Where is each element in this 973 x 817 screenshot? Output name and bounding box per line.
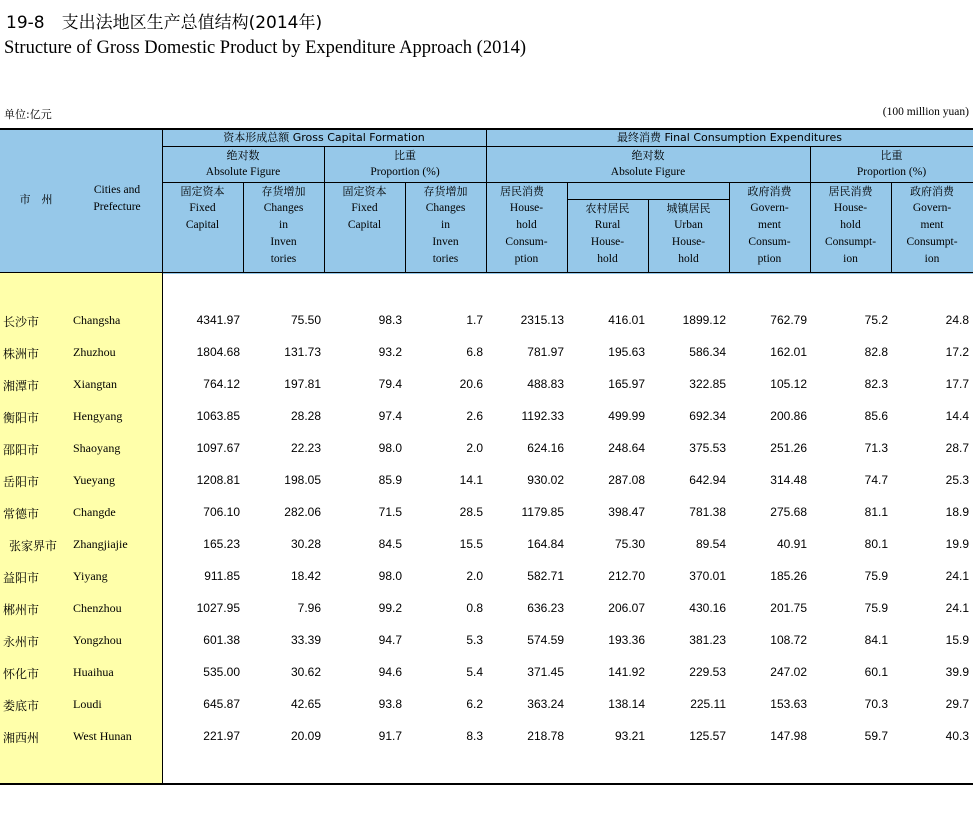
table-cell: 586.34 [689, 345, 726, 359]
table-cell: 2.0 [466, 441, 483, 455]
table-cell: 282.06 [284, 505, 321, 519]
table-cell: 131.73 [284, 345, 321, 359]
table-cell: 24.8 [945, 313, 969, 327]
table-cell: 636.23 [527, 601, 564, 615]
table-cell: 764.12 [203, 377, 240, 391]
table-cell: 24.1 [945, 601, 969, 615]
city-name-english: Huaihua [73, 665, 114, 679]
table-cell: 108.72 [770, 633, 807, 647]
table-cell: 18.9 [945, 505, 969, 519]
city-name-chinese: 常德市 [3, 507, 40, 521]
table-cell: 28.28 [290, 409, 321, 423]
header-fce-absolute: 绝对数 Absolute Figure [610, 149, 686, 178]
table-cell: 1097.67 [196, 441, 240, 455]
city-name-chinese: 长沙市 [3, 315, 40, 329]
table-cell: 251.26 [770, 441, 807, 455]
table-cell: 82.8 [864, 345, 888, 359]
table-cell: 197.81 [284, 377, 321, 391]
table-cell: 218.78 [527, 729, 564, 743]
table-cell: 5.3 [466, 633, 483, 647]
city-name-chinese: 郴州市 [3, 603, 40, 617]
table-cell: 1027.95 [196, 601, 240, 615]
table-cell: 84.5 [378, 537, 402, 551]
table-cell: 15.9 [945, 633, 969, 647]
table-cell: 911.85 [204, 569, 240, 583]
title-english: Structure of Gross Domestic Product by Expenditure Approach (2014) [4, 38, 527, 58]
table-cell: 147.98 [770, 729, 807, 743]
unit-label-english: (100 million yuan) [882, 106, 969, 118]
header-subcolumn: 存货增加 Changes in Inven tories [261, 185, 306, 265]
table-cell: 80.1 [864, 537, 888, 551]
table-cell: 30.28 [290, 537, 321, 551]
table-cell: 1804.68 [196, 345, 240, 359]
table-cell: 7.96 [297, 601, 321, 615]
city-name-english: Changsha [73, 313, 121, 327]
table-cell: 781.38 [689, 505, 726, 519]
table-cell: 1899.12 [682, 313, 726, 327]
table-cell: 582.71 [527, 569, 564, 583]
table-cell: 17.2 [945, 345, 969, 359]
table-cell: 165.97 [608, 377, 645, 391]
table-cell: 165.23 [203, 537, 240, 551]
city-name-english: Xiangtan [73, 377, 117, 391]
table-cell: 59.7 [864, 729, 888, 743]
city-name-chinese: 湘潭市 [3, 379, 40, 393]
table-cell: 2.6 [466, 409, 483, 423]
table-cell: 40.91 [776, 537, 807, 551]
header-city-english: Cities and Prefecture [93, 184, 141, 213]
table-cell: 93.8 [378, 697, 402, 711]
table-cell: 212.70 [608, 569, 645, 583]
city-name-english: Shaoyang [73, 441, 121, 455]
table-cell: 198.05 [284, 473, 321, 487]
table-cell: 2.0 [466, 569, 483, 583]
table-cell: 141.92 [608, 665, 645, 679]
table-cell: 430.16 [689, 601, 726, 615]
city-name-english: Zhuzhou [73, 345, 116, 359]
header-gcf-absolute: 绝对数 Absolute Figure [205, 149, 281, 178]
table-cell: 645.87 [203, 697, 240, 711]
table-cell: 762.79 [770, 313, 807, 327]
table-cell: 20.09 [290, 729, 321, 743]
table-cell: 1208.81 [196, 473, 240, 487]
table-cell: 33.39 [290, 633, 321, 647]
table-cell: 42.65 [290, 697, 321, 711]
table-cell: 229.53 [689, 665, 726, 679]
table-cell: 15.5 [459, 537, 483, 551]
table-cell: 17.7 [945, 377, 969, 391]
city-name-english: Yueyang [73, 473, 115, 487]
table-cell: 97.4 [378, 409, 402, 423]
table-cell: 98.3 [378, 313, 402, 327]
table-cell: 82.3 [864, 377, 888, 391]
table-cell: 94.6 [378, 665, 402, 679]
table-cell: 1179.85 [521, 505, 564, 519]
city-name-chinese: 衡阳市 [3, 411, 40, 425]
city-name-english: Chenzhou [73, 601, 122, 615]
table-cell: 322.85 [689, 377, 726, 391]
header-gross-capital-formation: 资本形成总额 Gross Capital Formation [223, 131, 425, 144]
city-name-english: Hengyang [73, 409, 123, 423]
table-cell: 75.30 [614, 537, 645, 551]
table-cell: 2315.13 [520, 313, 564, 327]
header-subcolumn: 政府消费 Govern- ment Consumpt- ion [906, 185, 958, 265]
table-cell: 535.00 [203, 665, 240, 679]
table-cell: 4341.97 [196, 313, 240, 327]
city-name-english: Yiyang [73, 569, 108, 583]
table-cell: 706.10 [203, 505, 240, 519]
table-cell: 28.5 [459, 505, 483, 519]
table-cell: 6.2 [466, 697, 483, 711]
table-cell: 85.6 [864, 409, 888, 423]
city-name-chinese: 永州市 [3, 635, 40, 649]
table-cell: 370.01 [689, 569, 726, 583]
table-cell: 93.2 [378, 345, 402, 359]
title-chinese: 19-8 支出法地区生产总值结构(2014年) [6, 13, 323, 33]
table-cell: 221.97 [203, 729, 240, 743]
table-cell: 98.0 [378, 569, 402, 583]
table-cell: 225.11 [690, 697, 726, 711]
table-cell: 71.5 [378, 505, 402, 519]
table-cell: 70.3 [864, 697, 888, 711]
city-name-chinese: 益阳市 [3, 571, 40, 585]
table-cell: 1063.85 [196, 409, 240, 423]
city-name-chinese: 怀化市 [3, 667, 40, 681]
header-subcolumn: 存货增加 Changes in Inven tories [423, 185, 468, 265]
header-bottom-rule [0, 272, 973, 273]
table-cell: 642.94 [689, 473, 726, 487]
city-name-english: Yongzhou [73, 633, 122, 647]
table-cell: 275.68 [770, 505, 807, 519]
table-cell: 89.54 [695, 537, 726, 551]
table-cell: 91.7 [378, 729, 402, 743]
table-cell: 75.9 [864, 569, 888, 583]
table-cell: 24.1 [945, 569, 969, 583]
table-cell: 75.9 [864, 601, 888, 615]
unit-label-chinese: 单位:亿元 [4, 108, 52, 121]
table-cell: 363.24 [527, 697, 564, 711]
city-name-english: Changde [73, 505, 116, 519]
city-name-chinese: 湘西州 [3, 731, 40, 745]
table-cell: 14.4 [945, 409, 969, 423]
city-name-english: West Hunan [73, 729, 132, 743]
table-cell: 0.8 [466, 601, 483, 615]
table-bottom-rule [0, 783, 973, 785]
table-cell: 416.01 [608, 313, 645, 327]
table-cell: 84.1 [864, 633, 888, 647]
table-cell: 105.12 [770, 377, 807, 391]
table-cell: 8.3 [466, 729, 483, 743]
table-cell: 5.4 [466, 665, 483, 679]
table-cell: 79.4 [378, 377, 402, 391]
table-cell: 162.01 [770, 345, 807, 359]
table-cell: 94.7 [378, 633, 402, 647]
table-cell: 93.21 [614, 729, 645, 743]
table-cell: 1192.33 [521, 409, 564, 423]
table-cell: 28.7 [945, 441, 969, 455]
table-cell: 40.3 [945, 729, 969, 743]
header-gcf-proportion: 比重 Proportion (%) [370, 149, 440, 178]
table-cell: 14.1 [459, 473, 483, 487]
table-cell: 247.02 [770, 665, 807, 679]
city-name-chinese: 岳阳市 [3, 475, 40, 489]
table-cell: 75.2 [864, 313, 888, 327]
table-cell: 195.63 [608, 345, 645, 359]
table-cell: 125.57 [689, 729, 726, 743]
header-subcolumn: 居民消费 House- hold Consum- ption [500, 185, 548, 265]
city-name-chinese: 张家界市 [9, 539, 58, 553]
table-cell: 30.62 [290, 665, 321, 679]
table-cell: 18.42 [290, 569, 321, 583]
header-subcolumn: 固定资本 Fixed Capital [180, 185, 225, 231]
table-cell: 60.1 [864, 665, 888, 679]
table-cell: 781.97 [527, 345, 564, 359]
table-cell: 153.63 [770, 697, 807, 711]
table-cell: 29.7 [945, 697, 969, 711]
header-city-chinese: 市 州 [19, 193, 53, 206]
city-name-chinese: 邵阳市 [3, 443, 40, 457]
city-name-chinese: 株洲市 [3, 347, 40, 361]
table-cell: 287.08 [608, 473, 645, 487]
table-cell: 206.07 [608, 601, 645, 615]
table-cell: 624.16 [527, 441, 564, 455]
table-cell: 930.02 [527, 473, 564, 487]
table-cell: 201.75 [770, 601, 807, 615]
table-cell: 39.9 [945, 665, 969, 679]
table-cell: 248.64 [608, 441, 645, 455]
table-cell: 164.84 [527, 537, 564, 551]
header-subcolumn: 居民消费 House- hold Consumpt- ion [824, 185, 877, 265]
table-cell: 375.53 [689, 441, 726, 455]
table-cell: 20.6 [459, 377, 483, 391]
table-cell: 99.2 [378, 601, 402, 615]
table-cell: 185.26 [770, 569, 807, 583]
table-cell: 85.9 [378, 473, 402, 487]
table-cell: 75.50 [290, 313, 321, 327]
header-fce-proportion: 比重 Proportion (%) [856, 149, 927, 178]
header-subcolumn: 城镇居民 Urban House- hold [666, 202, 711, 265]
table-cell: 193.36 [608, 633, 645, 647]
city-name-english: Loudi [73, 697, 102, 711]
table-cell: 6.8 [466, 345, 483, 359]
table-cell: 574.59 [527, 633, 564, 647]
table-cell: 371.45 [527, 665, 564, 679]
header-final-consumption: 最终消费 Final Consumption Expenditures [617, 131, 842, 144]
table-cell: 1.7 [466, 313, 483, 327]
city-name-english: Zhangjiajie [73, 537, 128, 551]
table-cell: 398.47 [608, 505, 645, 519]
table-cell: 488.83 [527, 377, 564, 391]
header-subcolumn: 政府消费 Govern- ment Consum- ption [747, 185, 792, 265]
table-cell: 71.3 [864, 441, 888, 455]
table-cell: 81.1 [864, 505, 888, 519]
table-cell: 200.86 [770, 409, 807, 423]
table-cell: 138.14 [608, 697, 645, 711]
table-cell: 74.7 [864, 473, 888, 487]
table-cell: 499.99 [608, 409, 645, 423]
table-cell: 601.38 [203, 633, 240, 647]
table-cell: 22.23 [290, 441, 321, 455]
header-subcolumn: 农村居民 Rural House- hold [585, 202, 630, 265]
table-cell: 692.34 [689, 409, 726, 423]
table-cell: 25.3 [945, 473, 969, 487]
header-subcolumn: 固定资本 Fixed Capital [342, 185, 387, 231]
table-cell: 381.23 [689, 633, 726, 647]
city-name-chinese: 娄底市 [3, 699, 40, 713]
table-cell: 314.48 [770, 473, 807, 487]
table-cell: 19.9 [945, 537, 969, 551]
table-cell: 98.0 [378, 441, 402, 455]
